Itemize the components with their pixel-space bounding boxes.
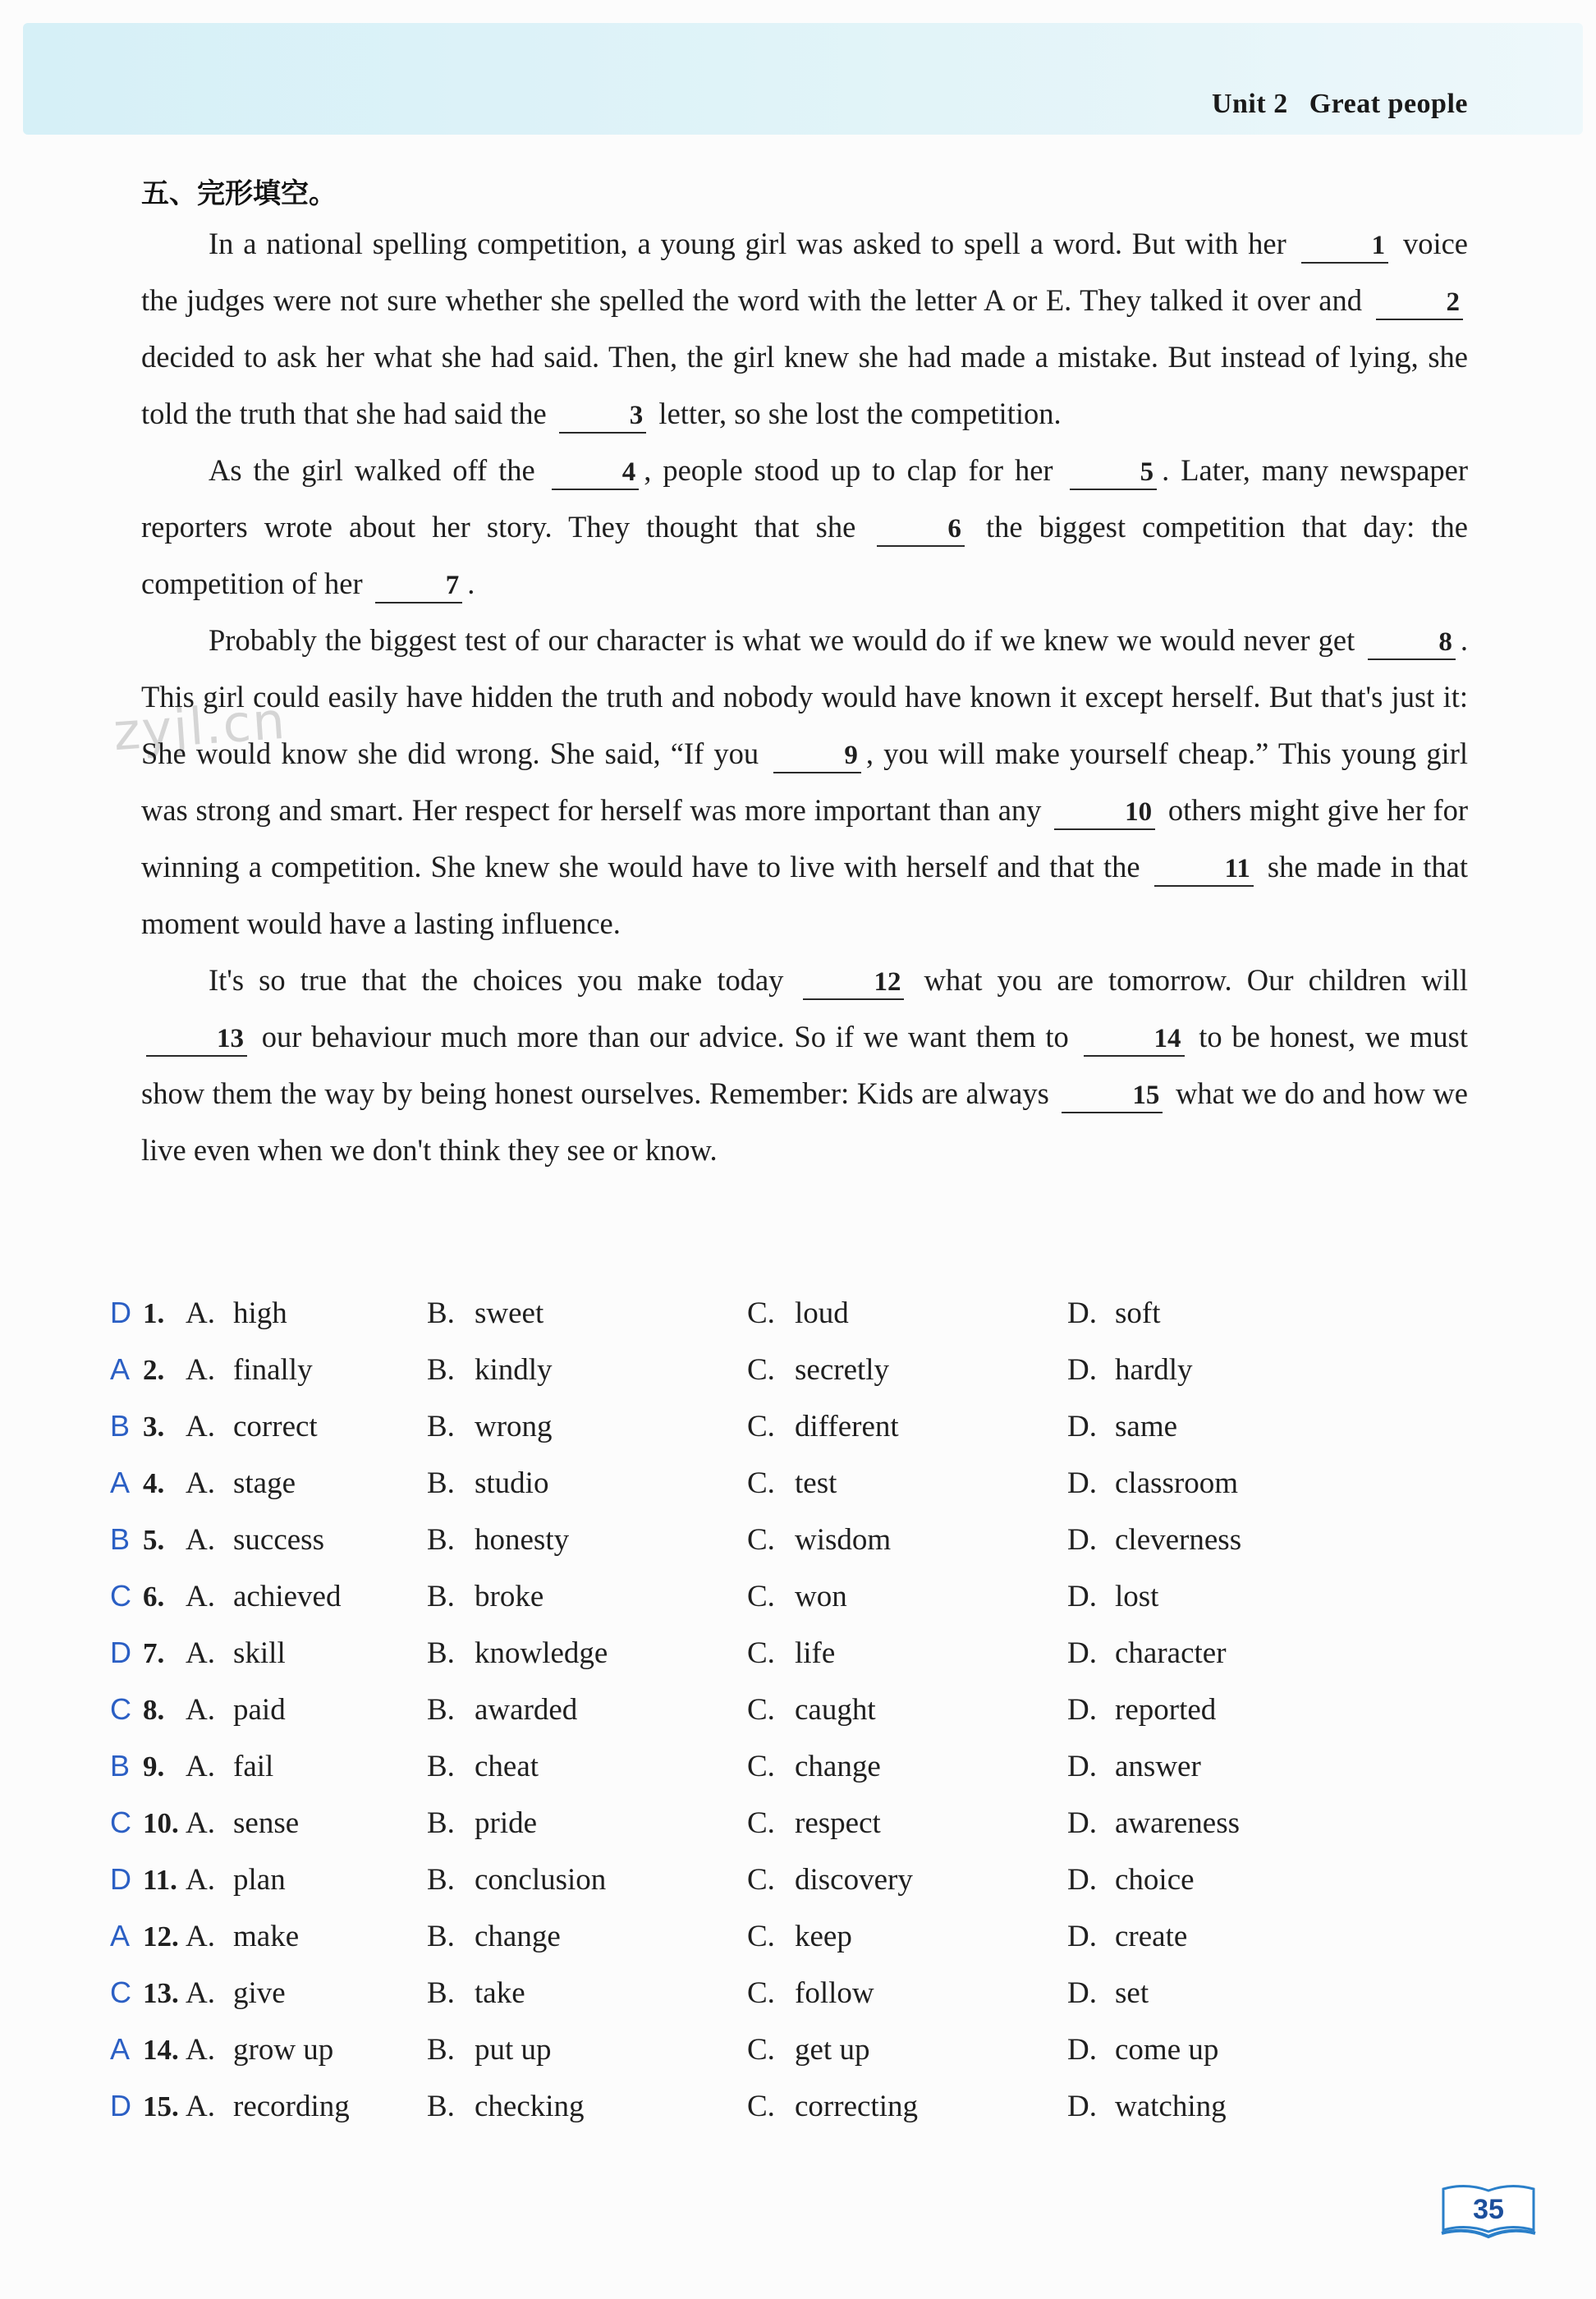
unit-title bbox=[1212, 89, 1468, 120]
unit-name: Great people bbox=[1309, 89, 1468, 119]
option-text: come up bbox=[1115, 2033, 1219, 2067]
option-b bbox=[427, 1692, 747, 1728]
answer-mark: A bbox=[110, 1919, 131, 1953]
blank-14: 14 bbox=[1084, 1022, 1185, 1057]
question-number: 1. bbox=[143, 1297, 165, 1329]
option-text: answer bbox=[1115, 1750, 1201, 1783]
option-letter: D. bbox=[1067, 1920, 1097, 1953]
option-letter: B. bbox=[427, 1353, 455, 1387]
option-b bbox=[427, 1636, 747, 1671]
option-a bbox=[110, 1522, 427, 1558]
option-letter: A. bbox=[186, 1750, 215, 1783]
option-letter: D. bbox=[1067, 1976, 1097, 2010]
blank-9: 9 bbox=[773, 739, 861, 773]
option-letter: C. bbox=[747, 1296, 775, 1330]
paragraph-2: As the girl walked off the 4 , people stood up to clap for her 5 . Later, many newspaper reporters wrote about her story. They thought that she 6 the biggest competition that day: the competition of her 7 . bbox=[141, 442, 1468, 612]
option-letter: B. bbox=[427, 1750, 455, 1783]
option-text: knowledge bbox=[475, 1636, 608, 1670]
option-letter: B. bbox=[427, 1410, 455, 1443]
option-c bbox=[747, 1636, 1067, 1671]
option-letter: A. bbox=[186, 1410, 215, 1443]
option-text: broke bbox=[475, 1580, 544, 1613]
option-d bbox=[1067, 2032, 1330, 2067]
option-d bbox=[1067, 1919, 1330, 1954]
answer-mark: C bbox=[110, 1579, 131, 1613]
answer-mark: C bbox=[110, 1692, 131, 1726]
option-text: sweet bbox=[475, 1296, 544, 1330]
option-letter: C. bbox=[747, 1863, 775, 1897]
option-text: honesty bbox=[475, 1523, 570, 1557]
question-row bbox=[110, 1579, 1522, 1636]
option-text: secretly bbox=[795, 1353, 890, 1387]
answer-mark: D bbox=[110, 2089, 131, 2122]
option-a bbox=[110, 1862, 427, 1897]
option-letter: C. bbox=[747, 1636, 775, 1670]
option-text: stage bbox=[233, 1466, 296, 1500]
option-text: watching bbox=[1115, 2090, 1227, 2123]
question-row bbox=[110, 1409, 1522, 1466]
option-letter: B. bbox=[427, 1636, 455, 1670]
option-b bbox=[427, 1862, 747, 1897]
option-a bbox=[110, 2032, 427, 2067]
option-letter: D. bbox=[1067, 1466, 1097, 1500]
option-text: achieved bbox=[233, 1580, 342, 1613]
blank-4: 4 bbox=[552, 456, 640, 490]
answer-mark: D bbox=[110, 1636, 131, 1669]
option-d bbox=[1067, 1409, 1330, 1444]
question-number: 11. bbox=[143, 1864, 177, 1896]
blank-2: 2 bbox=[1376, 286, 1464, 320]
question-number: 8. bbox=[143, 1694, 165, 1726]
option-text: finally bbox=[233, 1353, 313, 1387]
option-c bbox=[747, 1862, 1067, 1897]
answer-mark: C bbox=[110, 1806, 131, 1839]
option-text: caught bbox=[795, 1693, 876, 1727]
option-letter: A. bbox=[186, 2033, 215, 2067]
option-text: hardly bbox=[1115, 1353, 1193, 1387]
question-row bbox=[110, 1352, 1522, 1409]
watermark: zyjl.cn bbox=[111, 690, 289, 763]
option-letter: A. bbox=[186, 1466, 215, 1500]
question-row bbox=[110, 1919, 1522, 1975]
option-letter: C. bbox=[747, 1466, 775, 1500]
question-row bbox=[110, 1296, 1522, 1352]
option-b bbox=[427, 1409, 747, 1444]
answer-mark: B bbox=[110, 1749, 131, 1783]
option-a bbox=[110, 1466, 427, 1501]
option-text: grow up bbox=[233, 2033, 334, 2067]
option-text: pride bbox=[475, 1806, 538, 1840]
option-letter: C. bbox=[747, 1806, 775, 1840]
option-b bbox=[427, 1749, 747, 1784]
question-number: 7. bbox=[143, 1637, 165, 1669]
option-letter: D. bbox=[1067, 1296, 1097, 1330]
blank-10: 10 bbox=[1054, 796, 1155, 830]
option-c bbox=[747, 1352, 1067, 1388]
option-letter: C. bbox=[747, 1410, 775, 1443]
option-text: different bbox=[795, 1410, 899, 1443]
option-text: kindly bbox=[475, 1353, 553, 1387]
option-text: create bbox=[1115, 1920, 1188, 1953]
option-c bbox=[747, 1409, 1067, 1444]
option-text: give bbox=[233, 1976, 286, 2010]
question-number: 3. bbox=[143, 1411, 165, 1443]
option-d bbox=[1067, 1862, 1330, 1897]
option-text: plan bbox=[233, 1863, 286, 1897]
option-text: recording bbox=[233, 2090, 350, 2123]
option-text: change bbox=[475, 1920, 561, 1953]
option-text: awarded bbox=[475, 1693, 578, 1727]
blank-3: 3 bbox=[559, 399, 647, 434]
option-b bbox=[427, 1352, 747, 1388]
question-row bbox=[110, 1466, 1522, 1522]
option-letter: A. bbox=[186, 1863, 215, 1897]
answer-mark: B bbox=[110, 1522, 131, 1556]
question-number: 13. bbox=[143, 1977, 179, 2009]
option-b bbox=[427, 1579, 747, 1614]
option-c bbox=[747, 2032, 1067, 2067]
option-text: take bbox=[475, 1976, 525, 2010]
option-letter: B. bbox=[427, 1296, 455, 1330]
blank-11: 11 bbox=[1154, 852, 1254, 887]
question-number: 14. bbox=[143, 2034, 179, 2066]
question-number: 4. bbox=[143, 1467, 165, 1499]
option-letter: C. bbox=[747, 1580, 775, 1613]
question-row bbox=[110, 1522, 1522, 1579]
option-text: make bbox=[233, 1920, 300, 1953]
paragraph-3: Probably the biggest test of our character is what we would do if we knew we would never get 8 . This girl could easily have hidden the truth and nobody would have known it except herself. But that's just it: She would know she did wrong. She said, “If you 9 , you will make yourself cheap.” This young girl was strong and smart. Her respect for herself was more important than any 10 others might give her for winning a competition. She knew she would have to live with herself and that the 11 she made in that moment would have a lasting influence. bbox=[141, 623, 1469, 940]
option-a bbox=[110, 1975, 427, 2011]
option-letter: A. bbox=[186, 1806, 215, 1840]
question-number: 5. bbox=[143, 1524, 165, 1556]
option-letter: D. bbox=[1067, 1353, 1097, 1387]
option-letter: A. bbox=[186, 1976, 215, 2010]
option-text: discovery bbox=[795, 1863, 913, 1897]
option-text: wisdom bbox=[795, 1523, 892, 1557]
question-number: 9. bbox=[143, 1751, 165, 1783]
option-letter: D. bbox=[1067, 2090, 1097, 2123]
option-b bbox=[427, 2032, 747, 2067]
option-letter: D. bbox=[1067, 1806, 1097, 1840]
option-d bbox=[1067, 1636, 1330, 1671]
paragraph-4: It's so true that the choices you make today 12 what you are tomorrow. Our children will 13 our behaviour much more than our advice. So if we want them to 14 to be honest, we must show them the way by being honest ourselves. Remember: Kids are always 15 what we do and how we live even when we don't think they see or know. bbox=[141, 963, 1469, 1167]
option-d bbox=[1067, 1352, 1330, 1388]
option-c bbox=[747, 1806, 1067, 1841]
option-a bbox=[110, 1919, 427, 1954]
unit-label: Unit 2 bbox=[1211, 89, 1288, 119]
option-text: soft bbox=[1115, 1296, 1161, 1330]
answer-mark: A bbox=[110, 1466, 131, 1499]
option-letter: A. bbox=[186, 1296, 215, 1330]
question-number: 2. bbox=[143, 1354, 165, 1386]
question-row bbox=[110, 2089, 1522, 2145]
option-b bbox=[427, 1806, 747, 1841]
option-text: won bbox=[795, 1580, 847, 1613]
blank-8: 8 bbox=[1368, 626, 1456, 660]
option-letter: C. bbox=[747, 1693, 775, 1727]
question-number: 15. bbox=[143, 2090, 179, 2122]
option-c bbox=[747, 1296, 1067, 1331]
question-number: 6. bbox=[143, 1581, 165, 1613]
option-text: fail bbox=[233, 1750, 274, 1783]
question-number: 10. bbox=[143, 1807, 179, 1839]
answer-mark: A bbox=[110, 2032, 131, 2066]
option-text: paid bbox=[233, 1693, 286, 1727]
option-letter: D. bbox=[1067, 1750, 1097, 1783]
option-b bbox=[427, 1919, 747, 1954]
option-letter: D. bbox=[1067, 1693, 1097, 1727]
option-text: skill bbox=[233, 1636, 286, 1670]
option-letter: A. bbox=[186, 2090, 215, 2123]
paragraph-1: In a national spelling competition, a young girl was asked to spell a word. But with her 1 voice the judges were not sure whether she spelled the word with the letter A or E. They talked it over and 2 decided to ask her what she had said. Then, the girl knew she had made a mistake. But instead of lying, she told the truth that she had said the 3 letter, so she lost the competition. bbox=[141, 215, 1468, 442]
option-a bbox=[110, 1409, 427, 1444]
blank-13: 13 bbox=[146, 1022, 247, 1057]
option-text: classroom bbox=[1115, 1466, 1239, 1500]
answer-mark: C bbox=[110, 1975, 131, 2009]
option-text: cleverness bbox=[1115, 1523, 1242, 1557]
blank-12: 12 bbox=[803, 966, 904, 1000]
option-b bbox=[427, 2089, 747, 2124]
option-letter: D. bbox=[1067, 1523, 1097, 1557]
option-text: high bbox=[233, 1296, 287, 1330]
option-text: change bbox=[795, 1750, 881, 1783]
option-letter: B. bbox=[427, 1806, 455, 1840]
option-a bbox=[110, 1296, 427, 1331]
option-letter: C. bbox=[747, 1750, 775, 1783]
option-a bbox=[110, 1636, 427, 1671]
question-row bbox=[110, 1975, 1522, 2032]
option-d bbox=[1067, 1806, 1330, 1841]
option-c bbox=[747, 1466, 1067, 1501]
option-text: awareness bbox=[1115, 1806, 1241, 1840]
option-text: same bbox=[1115, 1410, 1178, 1443]
option-c bbox=[747, 1975, 1067, 2011]
option-d bbox=[1067, 1975, 1330, 2011]
option-c bbox=[747, 1749, 1067, 1784]
option-c bbox=[747, 1522, 1067, 1558]
blank-15: 15 bbox=[1062, 1079, 1163, 1113]
option-d bbox=[1067, 1522, 1330, 1558]
option-letter: B. bbox=[427, 1523, 455, 1557]
option-text: set bbox=[1115, 1976, 1149, 2010]
option-letter: A. bbox=[186, 1580, 215, 1613]
option-c bbox=[747, 2089, 1067, 2124]
option-letter: B. bbox=[427, 2033, 455, 2067]
option-letter: A. bbox=[186, 1523, 215, 1557]
option-text: follow bbox=[795, 1976, 874, 2010]
blank-5: 5 bbox=[1070, 456, 1158, 490]
option-a bbox=[110, 1692, 427, 1728]
option-text: wrong bbox=[475, 1410, 553, 1443]
option-b bbox=[427, 1975, 747, 2011]
option-a bbox=[110, 1579, 427, 1614]
answer-mark: A bbox=[110, 1352, 131, 1386]
option-d bbox=[1067, 1692, 1330, 1728]
option-text: correcting bbox=[795, 2090, 918, 2123]
option-letter: D. bbox=[1067, 1863, 1097, 1897]
option-d bbox=[1067, 1579, 1330, 1614]
option-text: loud bbox=[795, 1296, 849, 1330]
option-d bbox=[1067, 2089, 1330, 2124]
option-d bbox=[1067, 1749, 1330, 1784]
question-row bbox=[110, 1692, 1522, 1749]
option-text: keep bbox=[795, 1920, 852, 1953]
option-letter: C. bbox=[747, 2033, 775, 2067]
option-letter: B. bbox=[427, 1580, 455, 1613]
option-a bbox=[110, 1806, 427, 1841]
option-letter: B. bbox=[427, 2090, 455, 2123]
answer-mark: D bbox=[110, 1862, 131, 1896]
option-c bbox=[747, 1919, 1067, 1954]
question-row bbox=[110, 1749, 1522, 1806]
option-a bbox=[110, 1352, 427, 1388]
options-list bbox=[110, 1296, 1522, 2145]
option-letter: B. bbox=[427, 1863, 455, 1897]
page-number: 35 bbox=[1473, 2194, 1504, 2225]
option-letter: B. bbox=[427, 1466, 455, 1500]
option-letter: A. bbox=[186, 1636, 215, 1670]
option-text: lost bbox=[1115, 1580, 1159, 1613]
option-letter: C. bbox=[747, 1353, 775, 1387]
option-text: put up bbox=[475, 2033, 552, 2067]
option-letter: D. bbox=[1067, 1410, 1097, 1443]
option-letter: C. bbox=[747, 1523, 775, 1557]
blank-6: 6 bbox=[877, 512, 965, 547]
question-row bbox=[110, 1636, 1522, 1692]
option-c bbox=[747, 1579, 1067, 1614]
option-text: respect bbox=[795, 1806, 881, 1840]
option-a bbox=[110, 2089, 427, 2124]
blank-1: 1 bbox=[1301, 229, 1389, 264]
option-letter: B. bbox=[427, 1976, 455, 2010]
option-b bbox=[427, 1296, 747, 1331]
question-row bbox=[110, 2032, 1522, 2089]
option-text: life bbox=[795, 1636, 836, 1670]
option-text: get up bbox=[795, 2033, 870, 2067]
page-number-badge bbox=[1438, 2182, 1539, 2240]
option-text: test bbox=[795, 1466, 837, 1500]
option-text: sense bbox=[233, 1806, 300, 1840]
option-d bbox=[1067, 1466, 1330, 1501]
cloze-passage bbox=[141, 215, 1468, 1178]
option-letter: A. bbox=[186, 1693, 215, 1727]
option-letter: B. bbox=[427, 1693, 455, 1727]
section-title: 五、完形填空。 bbox=[141, 177, 337, 210]
option-letter: D. bbox=[1067, 1636, 1097, 1670]
question-number: 12. bbox=[143, 1920, 179, 1953]
option-letter: A. bbox=[186, 1353, 215, 1387]
option-letter: C. bbox=[747, 1976, 775, 2010]
option-text: correct bbox=[233, 1410, 318, 1443]
option-text: checking bbox=[475, 2090, 585, 2123]
blank-7: 7 bbox=[375, 569, 463, 603]
option-c bbox=[747, 1692, 1067, 1728]
answer-mark: B bbox=[110, 1409, 131, 1443]
option-text: cheat bbox=[475, 1750, 539, 1783]
option-text: reported bbox=[1115, 1693, 1217, 1727]
option-b bbox=[427, 1466, 747, 1501]
option-letter: C. bbox=[747, 2090, 775, 2123]
option-letter: C. bbox=[747, 1920, 775, 1953]
option-letter: B. bbox=[427, 1920, 455, 1953]
option-text: studio bbox=[475, 1466, 549, 1500]
option-letter: D. bbox=[1067, 1580, 1097, 1613]
option-letter: A. bbox=[186, 1920, 215, 1953]
option-text: conclusion bbox=[475, 1863, 607, 1897]
option-text: success bbox=[233, 1523, 324, 1557]
question-row bbox=[110, 1806, 1522, 1862]
option-b bbox=[427, 1522, 747, 1558]
option-d bbox=[1067, 1296, 1330, 1331]
answer-mark: D bbox=[110, 1296, 131, 1329]
question-row bbox=[110, 1862, 1522, 1919]
option-text: choice bbox=[1115, 1863, 1195, 1897]
option-letter: D. bbox=[1067, 2033, 1097, 2067]
option-a bbox=[110, 1749, 427, 1784]
option-text: character bbox=[1115, 1636, 1227, 1670]
